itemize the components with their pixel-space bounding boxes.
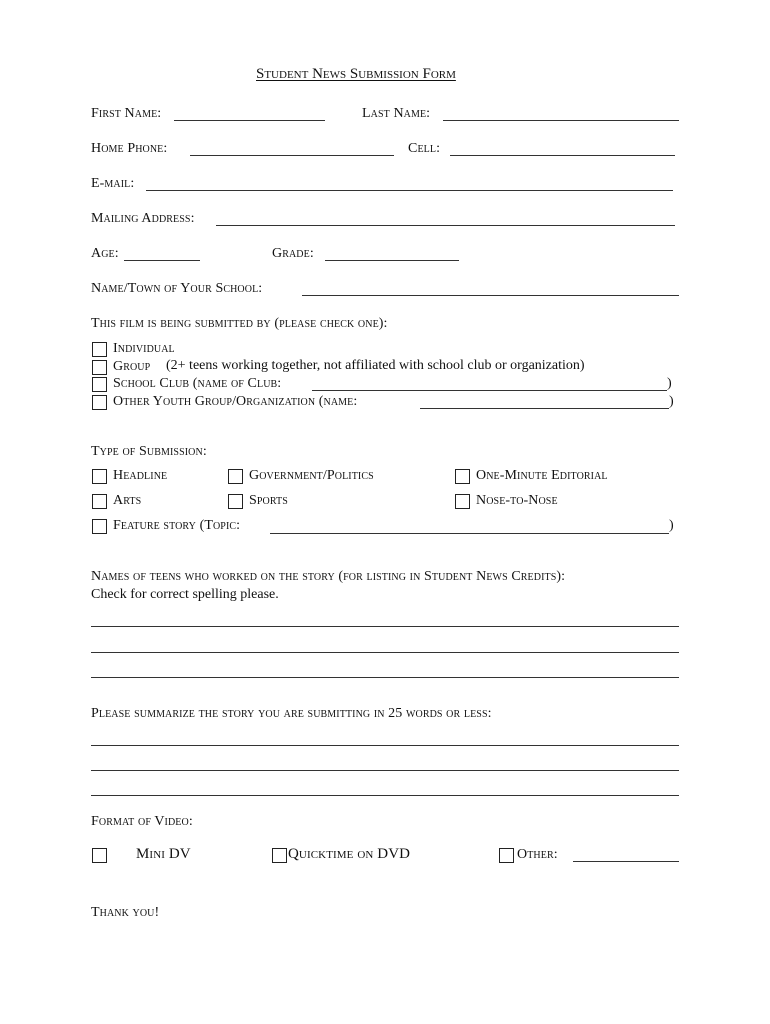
- group-label: Group: [113, 359, 151, 374]
- mini-dv-checkbox[interactable]: [92, 848, 107, 863]
- feature-close-paren: ): [669, 518, 674, 533]
- email-label: E-mail:: [91, 176, 135, 191]
- other-format-checkbox[interactable]: [499, 848, 514, 863]
- sports-checkbox[interactable]: [228, 494, 243, 509]
- summary-line[interactable]: [91, 770, 679, 771]
- submission-type-heading: Type of Submission:: [91, 444, 207, 459]
- last-name-field[interactable]: [443, 120, 679, 121]
- school-club-name-field[interactable]: [312, 390, 667, 391]
- headline-label: Headline: [113, 468, 168, 483]
- thank-you-text: Thank you!: [91, 905, 160, 920]
- mini-dv-label: Mini DV: [136, 846, 191, 862]
- group-note: (2+ teens working together, not affiliated with school club or organization): [166, 358, 585, 373]
- other-youth-name-field[interactable]: [420, 408, 669, 409]
- group-checkbox[interactable]: [92, 360, 107, 375]
- feature-topic-field[interactable]: [270, 533, 669, 534]
- arts-label: Arts: [113, 493, 142, 508]
- mailing-address-field[interactable]: [216, 225, 675, 226]
- school-label: Name/Town of Your School:: [91, 281, 263, 296]
- arts-checkbox[interactable]: [92, 494, 107, 509]
- names-note: Check for correct spelling please.: [91, 587, 279, 602]
- summary-line[interactable]: [91, 745, 679, 746]
- form-title: Student News Submission Form: [256, 66, 456, 82]
- individual-label: Individual: [113, 341, 175, 356]
- headline-checkbox[interactable]: [92, 469, 107, 484]
- editorial-label: One-Minute Editorial: [476, 468, 608, 483]
- cell-field[interactable]: [450, 155, 675, 156]
- email-field[interactable]: [146, 190, 673, 191]
- home-phone-label: Home Phone:: [91, 141, 168, 156]
- last-name-label: Last Name:: [362, 106, 431, 121]
- first-name-field[interactable]: [174, 120, 325, 121]
- quicktime-label: Quicktime on DVD: [288, 846, 411, 862]
- summary-line[interactable]: [91, 795, 679, 796]
- mailing-address-label: Mailing Address:: [91, 211, 195, 226]
- other-format-field[interactable]: [573, 861, 679, 862]
- age-label: Age:: [91, 246, 119, 261]
- quicktime-checkbox[interactable]: [272, 848, 287, 863]
- feature-checkbox[interactable]: [92, 519, 107, 534]
- school-club-close-paren: ): [667, 376, 672, 391]
- government-label: Government/Politics: [249, 468, 374, 483]
- individual-checkbox[interactable]: [92, 342, 107, 357]
- cell-label: Cell:: [408, 141, 441, 156]
- submitted-by-heading: This film is being submitted by (please check one):: [91, 316, 388, 331]
- grade-field[interactable]: [325, 260, 459, 261]
- nose-to-nose-checkbox[interactable]: [455, 494, 470, 509]
- names-line[interactable]: [91, 652, 679, 653]
- other-youth-label: Other Youth Group/Organization (name:: [113, 394, 358, 409]
- other-youth-close-paren: ): [669, 394, 674, 409]
- feature-label: Feature story (Topic:: [113, 518, 241, 533]
- other-format-label: Other:: [517, 847, 558, 862]
- school-field[interactable]: [302, 295, 679, 296]
- names-line[interactable]: [91, 677, 679, 678]
- school-club-checkbox[interactable]: [92, 377, 107, 392]
- first-name-label: First Name:: [91, 106, 162, 121]
- other-youth-checkbox[interactable]: [92, 395, 107, 410]
- home-phone-field[interactable]: [190, 155, 394, 156]
- grade-label: Grade:: [272, 246, 314, 261]
- format-heading: Format of Video:: [91, 814, 193, 829]
- government-checkbox[interactable]: [228, 469, 243, 484]
- age-field[interactable]: [124, 260, 200, 261]
- school-club-label: School Club (name of Club:: [113, 376, 282, 391]
- summary-heading: Please summarize the story you are submitting in 25 words or less:: [91, 706, 492, 721]
- editorial-checkbox[interactable]: [455, 469, 470, 484]
- sports-label: Sports: [249, 493, 288, 508]
- names-heading: Names of teens who worked on the story (for listing in Student News Credits):: [91, 569, 566, 584]
- nose-to-nose-label: Nose-to-Nose: [476, 493, 558, 508]
- names-line[interactable]: [91, 626, 679, 627]
